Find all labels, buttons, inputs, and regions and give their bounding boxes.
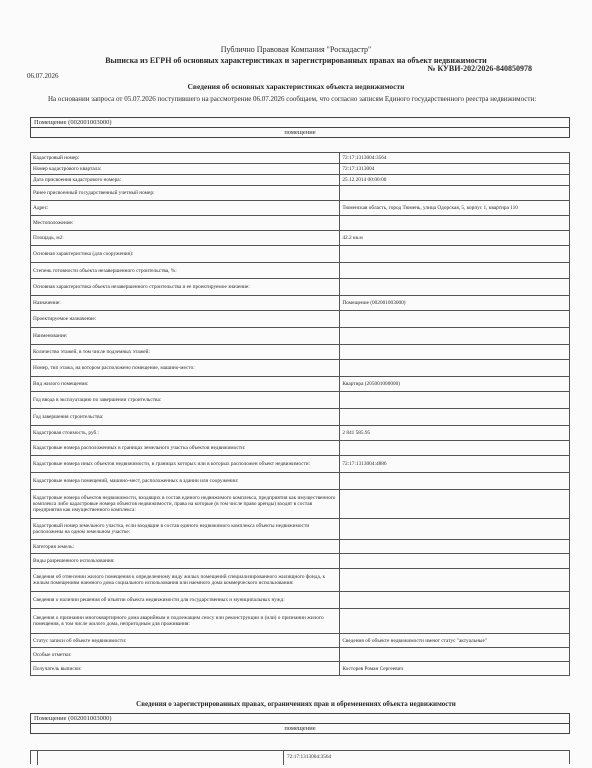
table-row (31, 441, 570, 456)
table-row (31, 231, 570, 246)
row-label: Год ввода в эксплуатацию по завершении строительства: (31, 392, 340, 409)
row-value: 25.12.2014 00:00:00 (340, 175, 570, 186)
table-row (31, 540, 570, 554)
row-label: Основная характеристика объекта незавершенного строительства и ее проектируемое значение: (31, 279, 340, 296)
object-type: помещение (284, 129, 316, 136)
row-value (340, 554, 570, 569)
row-value: 42.2 кв.м (340, 231, 570, 246)
rights-object-id: Помещение (002001003000) (31, 714, 569, 724)
table-row (31, 153, 570, 164)
row-value (340, 216, 570, 231)
rights-partial-cell: 72:17:1313004:3564 (287, 754, 332, 760)
column-divider (37, 751, 38, 765)
row-value: 2 841 585.95 (340, 426, 570, 441)
table-row (31, 473, 570, 490)
characteristics-table (30, 152, 570, 676)
table-row (31, 519, 570, 540)
table-row (31, 311, 570, 328)
row-value (340, 490, 570, 519)
table-row (31, 279, 570, 296)
row-value (340, 592, 570, 609)
row-value (340, 328, 570, 345)
row-value (340, 345, 570, 360)
rights-table-partial (30, 750, 570, 764)
row-label: Сведения об отнесении жилого помещения к определенному виду жилых помещений специализированного жилищного фонда, к жилым помещениям наемного дома социального использования или наемного дома коммерческого использования: (31, 569, 340, 592)
row-label: Ранее присвоенный государственный учетный номер: (31, 186, 340, 201)
rights-object-box (30, 713, 570, 734)
table-row (31, 648, 570, 662)
table-row (31, 634, 570, 648)
table-row (31, 554, 570, 569)
row-label: Адрес: (31, 201, 340, 216)
section1-title: Сведения об основных характеристиках объекта недвижимости (187, 82, 405, 91)
row-label: Сведения о наличии решения об изъятии объекта недвижимости для государственных и муниципальных нужд: (31, 592, 340, 609)
row-label: Категория земель: (31, 540, 340, 554)
row-value: Косторев Роман Сергеевич (340, 662, 570, 676)
document-date: 06.07.2026 (27, 72, 59, 80)
row-value (340, 392, 570, 409)
object-id: Помещение (002001003000) (31, 118, 569, 128)
row-label: Основная характеристика (для сооружения): (31, 246, 340, 263)
row-label: Кадастровый номер: (31, 153, 340, 164)
row-value (340, 519, 570, 540)
row-label: Кадастровые номера иных объектов недвижимости, в границах которых или в которых расположен объект недвижимости: (31, 456, 340, 473)
row-label: Особые отметки: (31, 648, 340, 662)
row-value (340, 441, 570, 456)
row-label: Вид жилого помещения: (31, 377, 340, 392)
row-value: Квартира (205001000000) (340, 377, 570, 392)
table-row (31, 328, 570, 345)
table-row (31, 409, 570, 426)
row-label: Степень готовности объекта незавершенного строительства, %: (31, 263, 340, 279)
table-row (31, 490, 570, 519)
table-row (31, 345, 570, 360)
row-label: Площадь, м2: (31, 231, 340, 246)
row-value (340, 409, 570, 426)
row-label: Кадастровые номера расположенных в границах земельного участка объектов недвижимости: (31, 441, 340, 456)
row-label: Количество этажей, в том числе подземных этажей: (31, 345, 340, 360)
row-value: Помещение (002001003000) (340, 296, 570, 311)
row-value: Сведения об объекте недвижимости имеют статус "актуальные" (340, 634, 570, 648)
row-label: Наименование: (31, 328, 340, 345)
table-row (31, 296, 570, 311)
document-number: № КУВИ-202/2026-840850978 (427, 64, 532, 73)
row-value: 72:17:1313004:4886 (340, 456, 570, 473)
table-row (31, 216, 570, 231)
row-label: Кадастровые номера помещений, машино-мест, расположенных в здании или сооружении: (31, 473, 340, 490)
table-row (31, 609, 570, 634)
table-row (31, 592, 570, 609)
row-value (340, 473, 570, 490)
row-value (340, 246, 570, 263)
table-row (31, 569, 570, 592)
row-value (340, 648, 570, 662)
row-value: Тюменская область, город Тюмень, улица Одорская, 5, корпус 1, квартира 110 (340, 201, 570, 216)
row-value (340, 263, 570, 279)
row-value (340, 186, 570, 201)
row-label: Год завершения строительства: (31, 409, 340, 426)
row-label: Проектируемое назначение: (31, 311, 340, 328)
row-value (340, 540, 570, 554)
row-label: Кадастровый номер земельного участка, если входящие в состав единого недвижимого комплекса объекты недвижимости расположены на одном земельном участке: (31, 519, 340, 540)
row-label: Кадастровая стоимость, руб.: (31, 426, 340, 441)
table-row (31, 186, 570, 201)
row-label: Статус записи об объекте недвижимости: (31, 634, 340, 648)
row-value (340, 311, 570, 328)
object-header-box (30, 117, 570, 138)
table-row (31, 175, 570, 186)
row-label: Получатель выписки: (31, 662, 340, 676)
table-row (31, 360, 570, 377)
row-value (340, 279, 570, 296)
column-divider (283, 751, 284, 765)
document-title: Выписка из ЕГРН об основных характеристиках и зарегистрированных правах на объект недвижимости (105, 56, 487, 65)
rights-object-type: помещение (284, 725, 316, 732)
row-label: Номер, тип этажа, на котором расположено помещение, машино-место: (31, 360, 340, 377)
row-value (340, 609, 570, 634)
table-row (31, 164, 570, 175)
row-label: Дата присвоения кадастрового номера: (31, 175, 340, 186)
table-row (31, 662, 570, 676)
row-value (340, 569, 570, 592)
row-value (340, 360, 570, 377)
row-value: 72:17:1313004:3564 (340, 153, 570, 164)
table-row (31, 263, 570, 279)
table-row (31, 392, 570, 409)
org-name: Публично Правовая Компания "Роскадастр" (220, 45, 372, 54)
table-row (31, 246, 570, 263)
row-label: Назначение: (31, 296, 340, 311)
intro-paragraph: На основании запроса от 05.07.2026 поступившего на рассмотрение 06.07.2026 сообщаем, что согласно записям Единого государственного реестра недвижимости: (48, 95, 537, 103)
table-row (31, 377, 570, 392)
row-value: 72:17:1313004 (340, 164, 570, 175)
row-label: Кадастровые номера объектов недвижимости, входящих в состав единого недвижимого комплекса, предприятия как имущественного комплекса либо кадастровые номера объектов недвижимости, права на которые (в том числе право аренды) входят в состав предприятия как имущественного комплекса: (31, 490, 340, 519)
row-label: Виды разрешенного использования: (31, 554, 340, 569)
section2-title: Сведения о зарегистрированных правах, ограничениях прав и обременениях объекта недвижимости (136, 700, 456, 708)
row-label: Сведения о признании многоквартирного дома аварийным и подлежащим сносу или реконструкции и (или) о признании жилого помещения, в том числе жилого дома, непригодным для проживания: (31, 609, 340, 634)
table-row (31, 456, 570, 473)
table-row (31, 201, 570, 216)
row-label: Номер кадастрового квартала: (31, 164, 340, 175)
row-label: Местоположение: (31, 216, 340, 231)
table-row (31, 426, 570, 441)
